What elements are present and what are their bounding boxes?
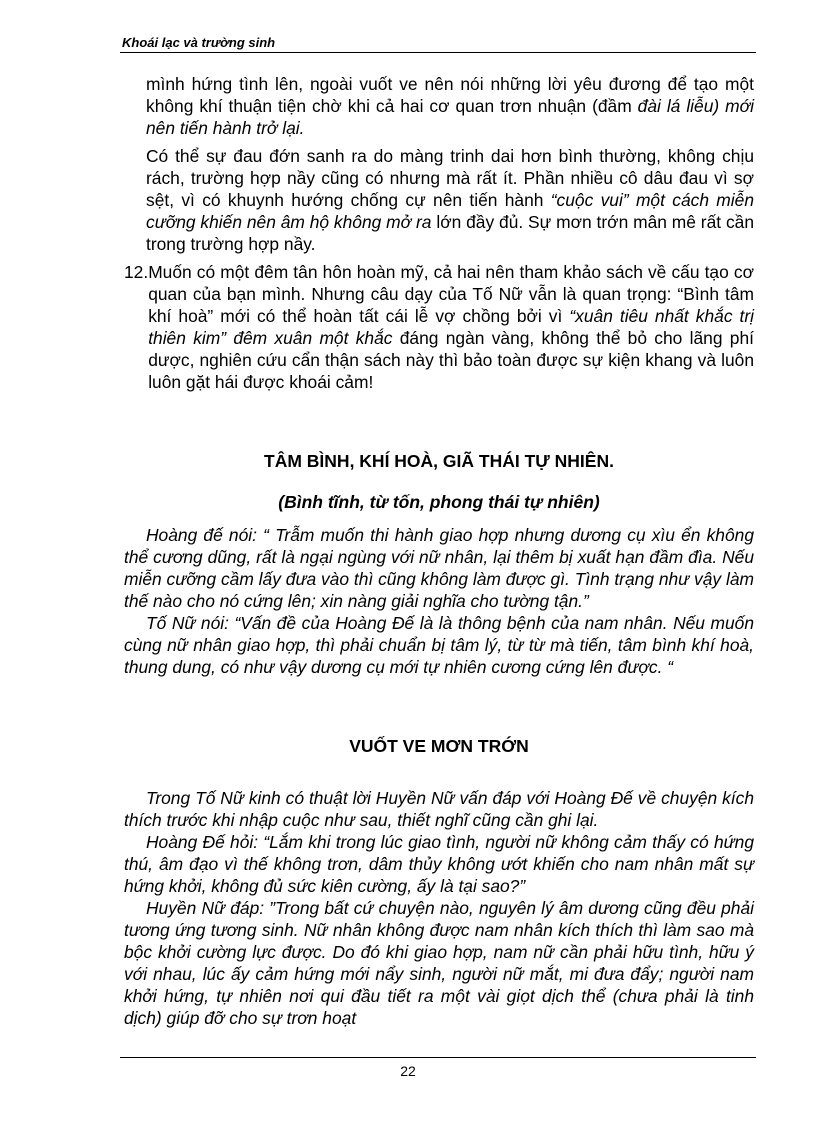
paragraph-text: mình hứng tình lên, ngoài vuốt ve nên nói những lời yêu đương để tạo một không khí thuận tiện chờ khi cả hai cơ quan trơn nhuận (đầm <box>146 74 754 116</box>
paragraph-text: Có thể sự đau đớn sanh ra do màng trinh dai hơn bình thường, không chịu rách, trường hợp nầy cũng có nhưng mà rất ít. Phần nhiều cô dâu đau vì sợ sệt, vì có khuynh hướng chống cự nên tiến hành <box>146 146 754 210</box>
paragraph-to-nu: Tố Nữ nói: “Vấn đề của Hoàng Đế là là thông bệnh của nam nhân. Nếu muốn cùng nữ nhân giao hợp, thì phải chuẩn bị tâm lý, từ từ mà tiến, tâm bình khí hoà, thung dung, có như vậy dương cụ mới tự nhiên cương cứng lên được. “ <box>124 613 754 677</box>
footer-rule <box>120 1057 756 1058</box>
paragraph-hoang-de: Hoàng đế nói: “ Trẫm muốn thi hành giao hợp nhưng dương cụ xìu ển không thể cương dũng, rất là ngại ngùng với nữ nhân, lại thêm bị xuất hạn đầm đìa. Nếu miễn cưỡng cầm lấy đưa vào thì cũng không làm được gì. Tình trạng như vậy làm thế nào cho nó cứng lên; xin nàng giải nghĩa cho tường tận.” <box>124 525 754 611</box>
paragraph-italic-text: đài lá liễu) mới nên tiến hành trở lại. <box>146 96 754 138</box>
section-heading: TÂM BÌNH, KHÍ HOÀ, GIÃ THÁI TỰ NHIÊN. <box>264 451 614 471</box>
page-body <box>124 73 754 1029</box>
item-text: Muốn có một đêm tân hôn hoàn mỹ, cả hai nên tham khảo sách về cấu tạo cơ quan của bạn mình. Nhưng câu dạy của Tố Nữ vẫn là quan trọng: “Bình tâm khí hoà” mới có thể hoàn tất cái lễ vợ chồng bởi vì “xuân tiêu nhất khắc trị thiên kim” đêm xuân một khắc đáng ngàn vàng, không thể bỏ cho lãng phí dược, nghiên cứu cẩn thận sách này thì bảo toàn được sự kiện khang và luôn luôn gặt hái được khoái cảm! <box>148 262 755 392</box>
section-subheading: (Bình tĩnh, từ tốn, phong thái tự nhiên) <box>278 492 600 512</box>
paragraph-text: lớn đầy đủ. Sự mơn trớn mân mê rất cần trong trường hợp nầy. <box>146 212 754 254</box>
page-number: 22 <box>400 1063 416 1079</box>
header-rule <box>120 52 756 53</box>
paragraph-italic-text: “cuộc vui” một cách miễn cưỡng khiến nên âm hộ không mở ra <box>146 190 755 232</box>
item-number: 12. <box>124 262 149 282</box>
paragraph-continued <box>124 73 754 139</box>
paragraph-intro: Trong Tố Nữ kinh có thuật lời Huyền Nữ vấn đáp với Hoàng Đế về chuyện kích thích trước khi nhập cuộc như sau, thiết nghĩ cũng cần ghi lại. <box>124 788 754 830</box>
running-header: Khoái lạc và trường sinh <box>122 35 276 50</box>
paragraph-hymen <box>124 145 754 255</box>
paragraph-huyen-nu-dap: Huyền Nữ đáp: ”Trong bất cứ chuyện nào, nguyên lý âm dương cũng đều phải tương ứng tương sinh. Nữ nhân không được nam nhân kích thích thì làm sao mà bộc khởi cường lực được. Do đó khi giao hợp, nam nữ cần phải hữu tình, hữu ý với nhau, lúc ấy cảm hứng mới nẩy sinh, người nữ mắt, mi đưa đẩy; người nam khởi hứng, tự nhiên nơi qui đầu tiết ra một vài giọt dịch thể (chưa phải là tinh dịch) giúp đỡ cho sự trơn hoạt <box>124 898 754 1028</box>
numbered-item-12 <box>124 261 754 393</box>
section-heading: VUỐT VE MƠN TRỚN <box>349 736 529 756</box>
paragraph-hoang-de-hoi: Hoàng Đế hỏi: “Lắm khi trong lúc giao tình, người nữ không cảm thấy có hứng thú, âm đạo vì thế không trơn, dâm thủy không ướt khiến cho nam nhân mất sự hứng khởi, không đủ sức kiên cường, ấy là tại sao?” <box>124 832 754 896</box>
